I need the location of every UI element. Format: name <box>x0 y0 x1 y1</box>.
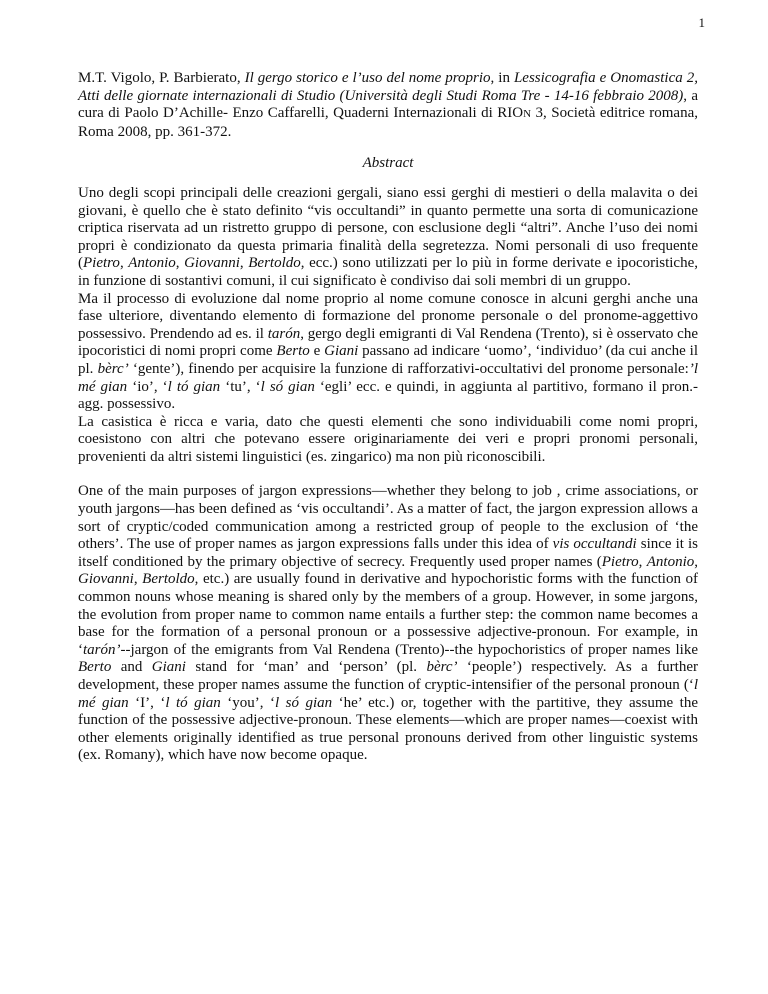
citation-publisher: , a cura di Paolo D’Achille- Enzo Caffarelli, Quaderni Internazionali di RIO <box>78 87 698 122</box>
text: , gergo degli emigranti di Val Rendena (Trento), si è osservato che ipocoristici di nomi propri come <box>78 325 698 360</box>
citation-volume: Lessicografia e Onomastica 2, Atti delle giornate internazionali di Studio (Università degli Studi Roma Tre - 14-16 febbraio 2008) <box>78 70 698 104</box>
text: , <box>638 553 647 570</box>
name-pietro: Pietro <box>83 255 120 272</box>
term-tu: l tó gian <box>165 694 221 711</box>
text: --jargon of the emigrants from Val Rendena (Trento)--the hypochoristics of proper names like <box>120 641 698 658</box>
text: , <box>694 553 699 570</box>
name-bertoldo: Bertoldo <box>248 255 301 272</box>
italian-abstract <box>78 185 698 467</box>
text: , <box>239 255 249 272</box>
citation-sep: , in <box>490 70 514 86</box>
english-abstract <box>78 483 698 765</box>
text: stand for ‘man’ and ‘person’ (pl. <box>185 659 427 676</box>
name-bertoldo: Bertoldo <box>142 571 195 588</box>
abstract-heading: Abstract <box>362 155 414 172</box>
name-berto: Berto <box>78 659 112 676</box>
text: , <box>133 571 143 588</box>
english-paragraph <box>78 483 698 765</box>
citation-smallcaps: N <box>523 108 532 121</box>
term-berc: bèrc’ <box>97 360 129 377</box>
document-body <box>78 70 698 765</box>
text: ‘people’) respectively. As a further development, these proper names assume the function of cryptic-intensifier of the personal pronoun (‘ <box>78 659 698 693</box>
text: ‘you’, ‘ <box>220 694 275 711</box>
term-taron: tarón <box>267 325 301 342</box>
text: Uno degli scopi principali delle creazioni gergali, siano essi gerghi di mestieri o della malavita o dei giovani, è quello che è stato definito “vis occultandi” in quanto permette una sorta di comunicazione criptica riservata ad un ristretto gruppo di persone, con esclusione degli “altri”. Anche l’uso dei nomi propri è condizionato da questa primaria finalità della segretezza. Nomi personali di uso frequente ( <box>78 184 698 272</box>
italian-paragraph-2 <box>78 291 698 414</box>
name-giovanni: Giovanni <box>78 571 134 588</box>
text: , <box>119 255 129 272</box>
name-berto: Berto <box>276 343 310 360</box>
text: , etc.) are usually found in derivative and hypochoristic forms with the function of common nouns whose meaning is shared only by the members of a group. However, in some jargons, the evolution from proper name to common name entails a further step: the common name becomes a base for the formation of a personal pronoun or a possessive adjective-pronoun. For example, in ‘ <box>78 571 699 658</box>
term-io: ’l mé gian <box>78 360 698 395</box>
text: One of the main purposes of jargon expressions—whether they belong to job , crime associations, or youth jargons—has been defined as ‘vis occultandi’. As a matter of fact, the jargon expression allows a sort of cryptic/coded communication among a restricted group of people to the exclusion of ‘the others’. The use of proper names as jargon expressions falls under this idea of <box>78 483 698 553</box>
term-taron: tarón’ <box>83 641 121 658</box>
text: ‘gente’), finendo per acquisire la funzione di rafforzativi-occultativi del pronome personale: <box>128 360 689 377</box>
text: ‘tu’, ‘ <box>220 378 261 395</box>
name-antonio: Antonio <box>128 255 176 272</box>
text: ‘I’, ‘ <box>128 694 166 711</box>
text: Ma il processo di evoluzione dal nome proprio al nome comune conosce in alcuni gerghi anche una fase ulteriore, diventando elemento di formazione del pronome personale o del pronome-aggettivo possessivo. Prendendo ad es. il <box>78 290 698 342</box>
text: ‘egli’ ecc. e quindi, in aggiunta al partitivo, formano il pron.-agg. possessivo. <box>78 378 698 413</box>
name-antonio: Antonio <box>646 553 695 570</box>
italian-paragraph-3: La casistica è ricca e varia, dato che questi elementi che sono individuabili come nomi propri, coesistono con altri che potevano essere originariamente dei veri e propri pronomi personali, provenienti da altri sistemi linguistici (es. zingarico) ma non più riconoscibili. <box>78 413 698 465</box>
text: ‘he’ etc.) or, together with the partitive, they assume the function of the possessive adjective-pronoun. These elements—which are proper names—coexist with other elements originally identified as true personal pronouns derived from other linguistic systems (ex. Romany), which have now become opaque. <box>78 694 698 764</box>
text: passano ad indicare ‘uomo’, ‘individuo’ (da cui anche il pl. <box>78 343 698 377</box>
text: and <box>111 659 152 676</box>
term-vis-occultandi: vis occultandi <box>552 536 637 553</box>
text: ‘io’, ‘ <box>127 378 168 395</box>
text: , ecc.) sono utilizzati per lo più in forme derivate e ipocoristiche, in funzione di sostantivi comuni, il cui significato è condiviso dai soli membri di un gruppo. <box>78 255 699 289</box>
citation-pages: 3, Società editrice romana, Roma 2008, pp. 361-372. <box>78 105 698 140</box>
term-berc: bèrc’ <box>426 659 458 676</box>
term-egli: l só gian <box>260 378 315 395</box>
name-giani: Giani <box>324 343 359 360</box>
name-pietro: Pietro <box>601 553 639 570</box>
term-tu: l tó gian <box>167 378 221 395</box>
name-giani: Giani <box>151 659 186 676</box>
text: since it is itself conditioned by the primary objective of secrecy. Frequently used proper names ( <box>78 536 698 570</box>
italian-paragraph-1 <box>78 185 698 291</box>
text: e <box>309 343 325 360</box>
text: , <box>175 255 185 272</box>
citation <box>78 70 698 141</box>
term-io: l mé gian <box>78 677 698 711</box>
name-giovanni: Giovanni <box>184 255 240 272</box>
citation-title: Il gergo storico e l’uso del nome proprio <box>244 70 491 86</box>
citation-authors: M.T. Vigolo, P. Barbierato, <box>78 70 245 86</box>
page-number: 1 <box>698 15 705 30</box>
term-egli: l só gian <box>275 694 333 711</box>
